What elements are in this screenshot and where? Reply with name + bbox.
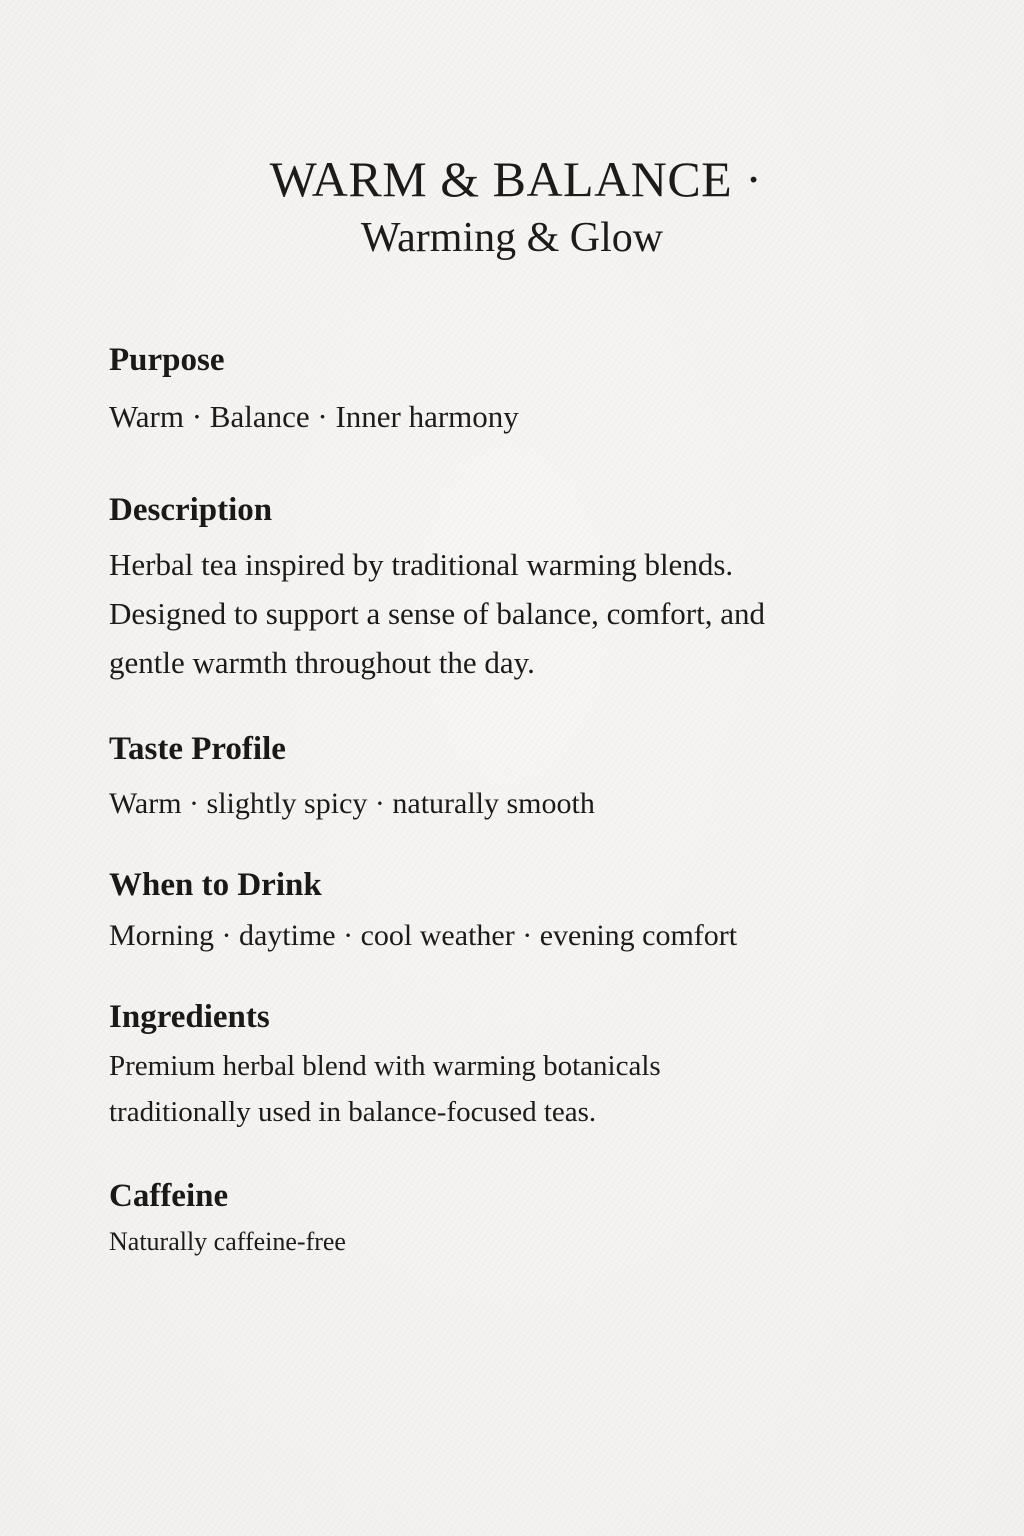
page-subtitle: Warming & Glow bbox=[360, 215, 664, 261]
taste-profile-text: Warm · slightly spicy · naturally smooth bbox=[109, 787, 595, 820]
section-description bbox=[109, 490, 929, 687]
ingredients-text bbox=[109, 1043, 929, 1135]
caffeine-text: Naturally caffeine-free bbox=[109, 1227, 346, 1256]
ingredients-line: traditionally used in balance-focused teas. bbox=[109, 1096, 597, 1128]
description-line: Designed to support a sense of balance, comfort, and bbox=[109, 596, 765, 631]
purpose-text: Warm · Balance · Inner harmony bbox=[109, 399, 519, 434]
section-caffeine bbox=[109, 1176, 929, 1262]
description-line: Herbal tea inspired by traditional warming blends. bbox=[109, 547, 734, 582]
section-taste-profile bbox=[109, 729, 929, 828]
section-heading: Purpose bbox=[109, 342, 225, 378]
when-to-drink-text: Morning · daytime · cool weather · evening comfort bbox=[109, 919, 738, 952]
section-ingredients bbox=[109, 997, 929, 1135]
ingredients-line: Premium herbal blend with warming botanicals bbox=[109, 1050, 661, 1082]
section-when-to-drink bbox=[109, 865, 929, 960]
description-text bbox=[109, 540, 929, 687]
section-heading: Caffeine bbox=[109, 1178, 229, 1214]
page-title: WARM & BALANCE · bbox=[269, 151, 763, 207]
section-purpose bbox=[109, 340, 929, 441]
description-line: gentle warmth throughout the day. bbox=[109, 645, 535, 680]
title-block bbox=[0, 150, 1024, 266]
section-heading: Taste Profile bbox=[109, 731, 286, 767]
section-heading: Description bbox=[109, 492, 273, 528]
section-heading: Ingredients bbox=[109, 999, 270, 1035]
section-heading: When to Drink bbox=[109, 867, 322, 903]
